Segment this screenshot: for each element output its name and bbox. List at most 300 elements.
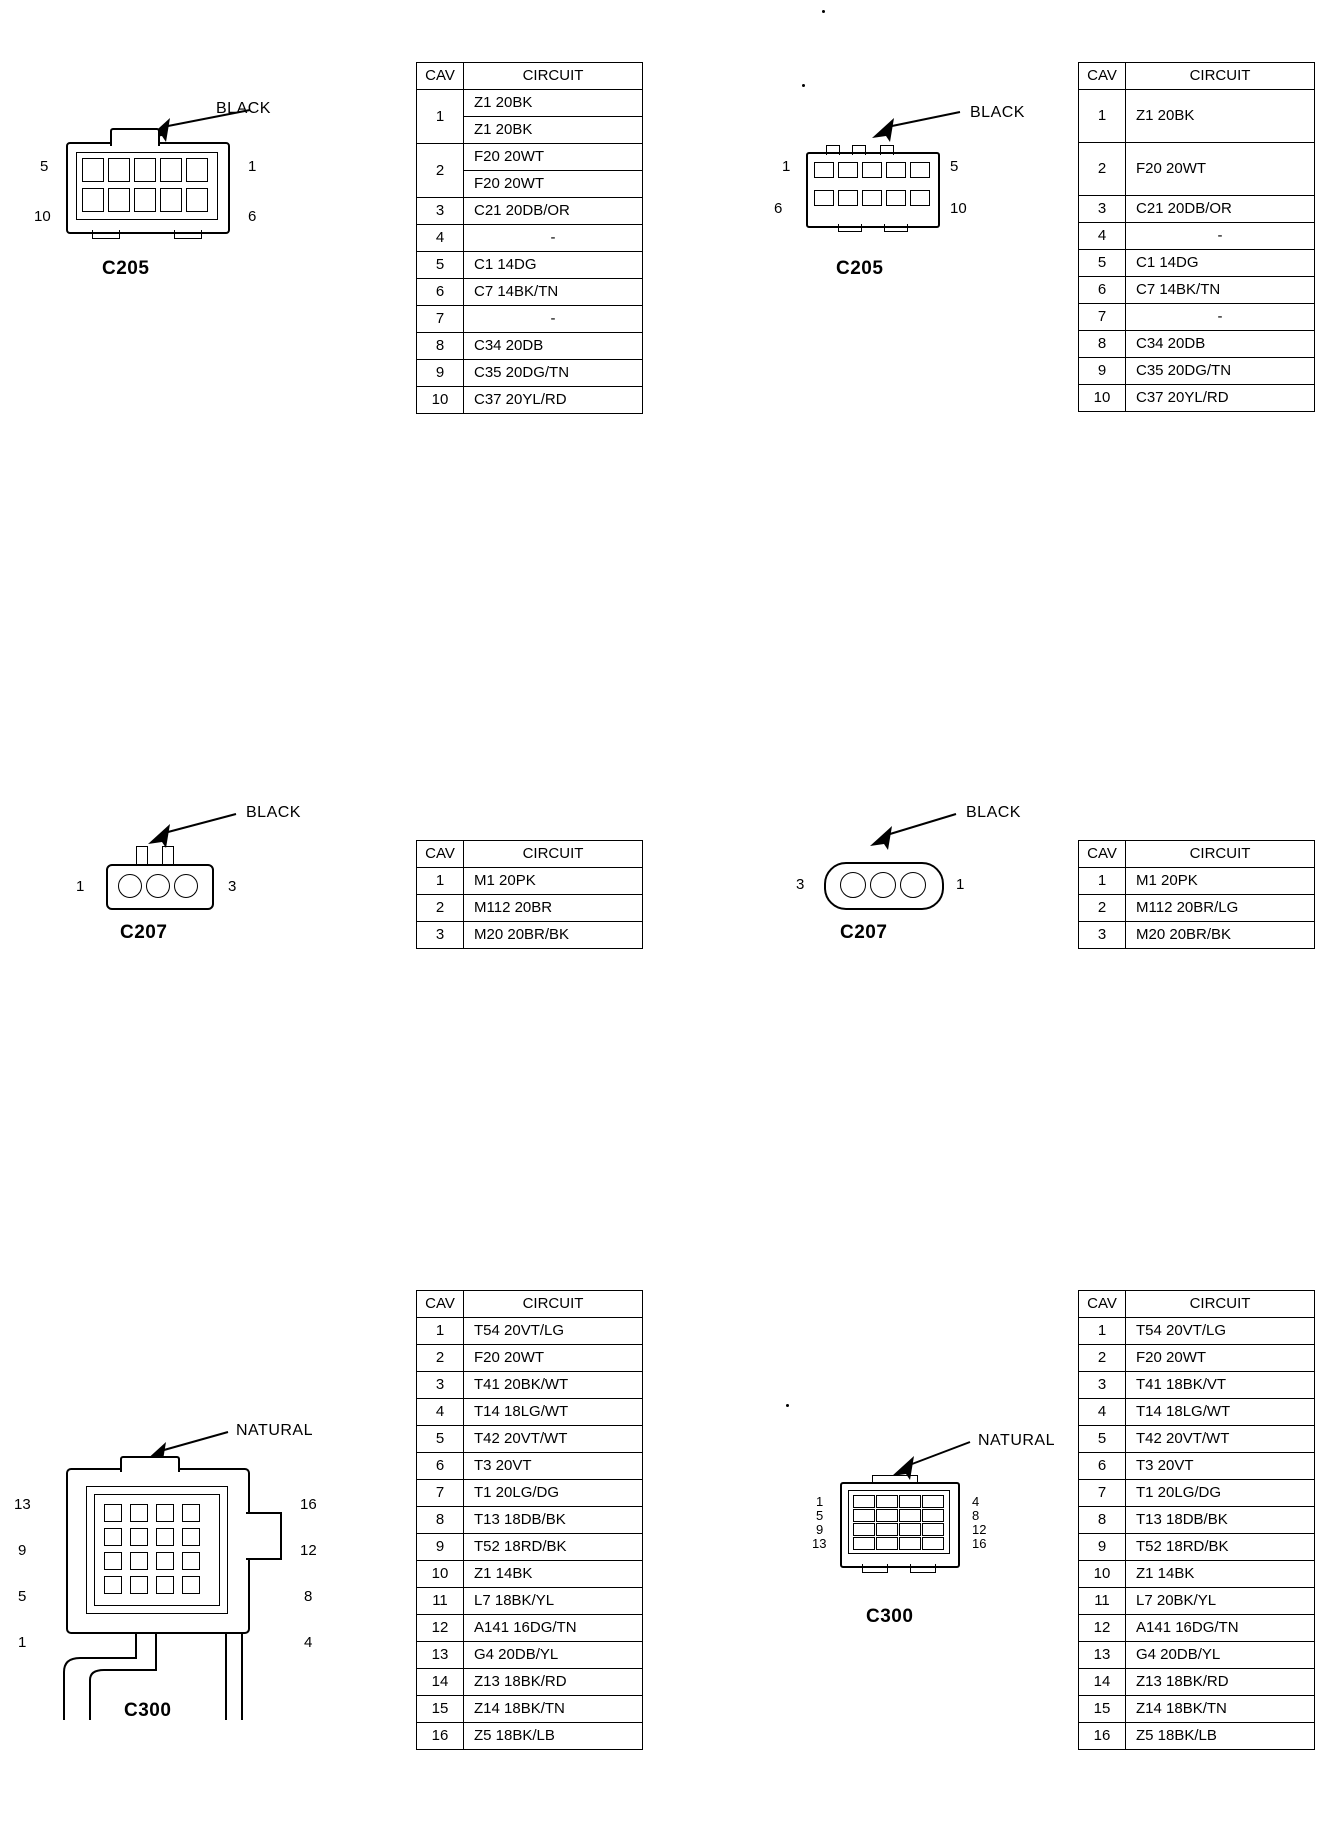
- table-row: [1079, 1561, 1315, 1588]
- cavity-2: [870, 872, 896, 898]
- pin-number-10: 10: [34, 208, 51, 225]
- cavity-6: [876, 1509, 898, 1522]
- cav-circuit-table: [1078, 62, 1315, 412]
- cavity-3: [174, 874, 198, 898]
- table-row: [1079, 385, 1315, 412]
- circuit-cell: M1 20PK: [464, 868, 643, 895]
- circuit-cell: -: [1126, 223, 1315, 250]
- connector-latch-tab: [872, 1475, 918, 1484]
- table-header-row: [417, 63, 643, 90]
- table-header-row: [1079, 63, 1315, 90]
- cav-cell: 2: [417, 895, 464, 922]
- cav-cell: 16: [1079, 1723, 1126, 1750]
- table-row: [417, 1696, 643, 1723]
- column-header-cav: CAV: [417, 63, 464, 90]
- cav-cell: 1: [1079, 1318, 1126, 1345]
- cavity-10: [130, 1528, 148, 1546]
- circuit-cell: Z14 18BK/TN: [1126, 1696, 1315, 1723]
- cav-cell: 5: [1079, 250, 1126, 277]
- cav-cell: 7: [417, 306, 464, 333]
- circuit-cell: C34 20DB: [464, 333, 643, 360]
- connector-latch-tab: [110, 128, 160, 146]
- cavity-2: [130, 1576, 148, 1594]
- cavity-5: [910, 162, 930, 178]
- pin-number-10: 10: [950, 200, 967, 217]
- circuit-cell: L7 18BK/YL: [464, 1588, 643, 1615]
- pinout-table-c207-left: [416, 840, 643, 949]
- table-row: [1079, 196, 1315, 223]
- cavity-3: [862, 162, 882, 178]
- pin-number-6: 6: [248, 208, 257, 225]
- circuit-cell: T3 20VT: [1126, 1453, 1315, 1480]
- cavity-14: [130, 1504, 148, 1522]
- pin-number-16: 16: [972, 1536, 987, 1551]
- connector-figure-c300-left: [0, 1400, 360, 1740]
- pin-number-16: 16: [300, 1496, 317, 1513]
- cavity-1: [186, 158, 208, 182]
- cav-cell: 1: [1079, 868, 1126, 895]
- circuit-cell: Z1 20BK: [464, 90, 643, 117]
- table-row: [1079, 1426, 1315, 1453]
- circuit-cell: T14 18LG/WT: [1126, 1399, 1315, 1426]
- circuit-cell: F20 20WT: [1126, 143, 1315, 196]
- cav-cell: 5: [417, 1426, 464, 1453]
- cavity-6: [130, 1552, 148, 1570]
- table-row: [1079, 868, 1315, 895]
- table-row: [417, 1507, 643, 1534]
- pin-number-1: 1: [76, 878, 85, 895]
- circuit-cell: -: [464, 306, 643, 333]
- cav-cell: 8: [417, 1507, 464, 1534]
- circuit-cell: Z14 18BK/TN: [464, 1696, 643, 1723]
- table-row: [1079, 1507, 1315, 1534]
- cavity-16: [182, 1504, 200, 1522]
- connector-key-tab-2: [852, 145, 866, 155]
- cav-cell: 6: [417, 1453, 464, 1480]
- connector-foot-left: [92, 230, 120, 239]
- pinout-table-c207-right: [1078, 840, 1315, 949]
- cav-cell: 9: [417, 360, 464, 387]
- table-row: [417, 1318, 643, 1345]
- cavity-3: [156, 1576, 174, 1594]
- cav-cell: 12: [1079, 1615, 1126, 1642]
- table-row: [1079, 1642, 1315, 1669]
- circuit-cell: M112 20BR: [464, 895, 643, 922]
- connector-key-tab-1: [826, 145, 840, 155]
- connector-post-2: [162, 846, 174, 865]
- cav-cell: 1: [417, 90, 464, 144]
- pin-number-4: 4: [304, 1634, 313, 1651]
- cavity-2: [876, 1495, 898, 1508]
- connector-foot-left: [862, 1564, 888, 1573]
- connector-foot-left: [838, 224, 862, 232]
- cav-cell: 2: [417, 1345, 464, 1372]
- circuit-cell: Z13 18BK/RD: [1126, 1669, 1315, 1696]
- cav-cell: 3: [1079, 1372, 1126, 1399]
- table-row: [417, 387, 643, 414]
- circuit-cell: C34 20DB: [1126, 331, 1315, 358]
- table-header-row: [417, 841, 643, 868]
- cavity-4: [182, 1576, 200, 1594]
- cav-circuit-table: [416, 62, 643, 414]
- cav-cell: 3: [417, 198, 464, 225]
- cav-cell: 9: [1079, 1534, 1126, 1561]
- cav-cell: 5: [1079, 1426, 1126, 1453]
- cavity-15: [156, 1504, 174, 1522]
- table-row: [1079, 1399, 1315, 1426]
- table-row: [417, 1723, 643, 1750]
- table-row: [417, 333, 643, 360]
- cav-cell: 6: [1079, 277, 1126, 304]
- cavity-15: [899, 1537, 921, 1550]
- circuit-cell: C1 14DG: [464, 252, 643, 279]
- table-row: [417, 1372, 643, 1399]
- cav-cell: 13: [417, 1642, 464, 1669]
- column-header-circuit: CIRCUIT: [464, 63, 643, 90]
- circuit-cell: C21 20DB/OR: [1126, 196, 1315, 223]
- cavity-9: [853, 1523, 875, 1536]
- cavity-16: [922, 1537, 944, 1550]
- table-row: [1079, 143, 1315, 196]
- cavity-8: [862, 190, 882, 206]
- cavity-1: [814, 162, 834, 178]
- connector-name-c300-left: C300: [124, 1700, 172, 1721]
- table-row: [1079, 90, 1315, 143]
- table-row: [417, 1588, 643, 1615]
- connector-figure-c205-right: [760, 90, 1060, 320]
- circuit-cell: -: [1126, 304, 1315, 331]
- circuit-cell: M112 20BR/LG: [1126, 895, 1315, 922]
- cav-cell: 10: [1079, 1561, 1126, 1588]
- circuit-cell: T3 20VT: [464, 1453, 643, 1480]
- cav-cell: 1: [417, 868, 464, 895]
- cavity-1: [104, 1576, 122, 1594]
- pin-number-1: 1: [248, 158, 257, 175]
- table-row: [1079, 1453, 1315, 1480]
- cavity-4: [886, 162, 906, 178]
- circuit-cell: M1 20PK: [1126, 868, 1315, 895]
- table-row: [1079, 277, 1315, 304]
- cavity-4: [108, 158, 130, 182]
- circuit-cell: Z1 14BK: [464, 1561, 643, 1588]
- table-row: [1079, 304, 1315, 331]
- cav-cell: 4: [1079, 1399, 1126, 1426]
- circuit-cell: T1 20LG/DG: [464, 1480, 643, 1507]
- cavity-6: [186, 188, 208, 212]
- connector-figure-c207-left: [40, 800, 340, 980]
- table-row: [1079, 922, 1315, 949]
- cav-circuit-table: [416, 1290, 643, 1750]
- cavity-4: [922, 1495, 944, 1508]
- connector-name-c207-right: C207: [840, 922, 888, 943]
- table-row: [417, 1345, 643, 1372]
- pinout-table-c205-right: [1078, 62, 1315, 412]
- circuit-cell: T52 18RD/BK: [1126, 1534, 1315, 1561]
- cav-circuit-table: [1078, 1290, 1315, 1750]
- connector-name-c207-left: C207: [120, 922, 168, 943]
- column-header-cav: CAV: [1079, 1291, 1126, 1318]
- pin-number-5: 5: [816, 1508, 824, 1523]
- connector-color-label: BLACK: [970, 104, 1025, 121]
- column-header-circuit: CIRCUIT: [464, 1291, 643, 1318]
- cavity-11: [899, 1523, 921, 1536]
- circuit-cell: Z5 18BK/LB: [1126, 1723, 1315, 1750]
- table-row: [1079, 1345, 1315, 1372]
- table-row: [417, 922, 643, 949]
- table-row: [1079, 1588, 1315, 1615]
- cav-cell: 2: [1079, 143, 1126, 196]
- circuit-cell: Z1 14BK: [1126, 1561, 1315, 1588]
- black-pointer-arrow-c205-left: [40, 90, 340, 150]
- connector-color-label: NATURAL: [978, 1432, 1055, 1449]
- cav-cell: 3: [1079, 922, 1126, 949]
- circuit-cell: M20 20BR/BK: [464, 922, 643, 949]
- connector-name-c205-right: C205: [836, 258, 884, 279]
- cavity-8: [134, 188, 156, 212]
- table-row: [417, 1642, 643, 1669]
- table-row: [417, 1615, 643, 1642]
- circuit-cell: C37 20YL/RD: [1126, 385, 1315, 412]
- cav-cell: 4: [417, 225, 464, 252]
- scan-speck: [786, 1404, 789, 1407]
- cav-cell: 3: [417, 922, 464, 949]
- table-row: [417, 895, 643, 922]
- circuit-cell: M20 20BR/BK: [1126, 922, 1315, 949]
- cavity-10: [82, 188, 104, 212]
- cavity-3: [134, 158, 156, 182]
- table-row: [417, 279, 643, 306]
- circuit-cell: C35 20DG/TN: [464, 360, 643, 387]
- cav-cell: 3: [417, 1372, 464, 1399]
- cavity-5: [104, 1552, 122, 1570]
- connector-color-label: NATURAL: [236, 1422, 313, 1439]
- circuit-cell: G4 20DB/YL: [1126, 1642, 1315, 1669]
- circuit-cell: C21 20DB/OR: [464, 198, 643, 225]
- table-row: [417, 306, 643, 333]
- cav-cell: 6: [1079, 1453, 1126, 1480]
- table-row: [417, 360, 643, 387]
- table-row: [1079, 1318, 1315, 1345]
- cavity-10: [910, 190, 930, 206]
- cav-cell: 15: [1079, 1696, 1126, 1723]
- connector-name-c205-left: C205: [102, 258, 150, 279]
- table-row: [417, 1426, 643, 1453]
- cavity-8: [182, 1552, 200, 1570]
- circuit-cell: -: [464, 225, 643, 252]
- circuit-cell: T13 18DB/BK: [464, 1507, 643, 1534]
- cavity-1: [900, 872, 926, 898]
- table-row: [1079, 331, 1315, 358]
- circuit-cell: T42 20VT/WT: [1126, 1426, 1315, 1453]
- connector-foot-right: [910, 1564, 936, 1573]
- connector-color-label: BLACK: [216, 100, 271, 117]
- cavity-3: [840, 872, 866, 898]
- cav-cell: 9: [417, 1534, 464, 1561]
- cavity-5: [853, 1509, 875, 1522]
- cav-cell: 14: [417, 1669, 464, 1696]
- table-row: [417, 868, 643, 895]
- circuit-cell: Z1 20BK: [1126, 90, 1315, 143]
- cav-cell: 1: [417, 1318, 464, 1345]
- cavity-2: [146, 874, 170, 898]
- cav-cell: 5: [417, 252, 464, 279]
- circuit-cell: Z5 18BK/LB: [464, 1723, 643, 1750]
- connector-key-tab-3: [880, 145, 894, 155]
- pin-number-8: 8: [972, 1508, 980, 1523]
- circuit-cell: T52 18RD/BK: [464, 1534, 643, 1561]
- cav-cell: 15: [417, 1696, 464, 1723]
- circuit-cell: T54 20VT/LG: [1126, 1318, 1315, 1345]
- table-row: [417, 252, 643, 279]
- pin-number-12: 12: [300, 1542, 317, 1559]
- connector-figure-c205-left: [34, 90, 340, 320]
- table-row: [1079, 895, 1315, 922]
- circuit-cell: T13 18DB/BK: [1126, 1507, 1315, 1534]
- cavity-7: [899, 1509, 921, 1522]
- cav-cell: 10: [1079, 385, 1126, 412]
- pin-number-13: 13: [14, 1496, 31, 1513]
- cavity-12: [182, 1528, 200, 1546]
- circuit-cell: A141 16DG/TN: [1126, 1615, 1315, 1642]
- cav-cell: 13: [1079, 1642, 1126, 1669]
- cav-cell: 2: [1079, 895, 1126, 922]
- cavity-12: [922, 1523, 944, 1536]
- cav-cell: 4: [417, 1399, 464, 1426]
- table-row: [1079, 1615, 1315, 1642]
- connector-post-1: [136, 846, 148, 865]
- pin-number-3: 3: [228, 878, 237, 895]
- cavity-1: [118, 874, 142, 898]
- cav-cell: 8: [417, 333, 464, 360]
- connector-latch-tab: [120, 1456, 180, 1472]
- cavity-13: [104, 1504, 122, 1522]
- table-row: [417, 1480, 643, 1507]
- cav-circuit-table: [416, 840, 643, 949]
- circuit-cell: Z13 18BK/RD: [464, 1669, 643, 1696]
- table-row: [417, 1399, 643, 1426]
- cavity-9: [104, 1528, 122, 1546]
- column-header-circuit: CIRCUIT: [1126, 1291, 1315, 1318]
- pinout-table-c300-right: [1078, 1290, 1315, 1750]
- cav-cell: 12: [417, 1615, 464, 1642]
- column-header-cav: CAV: [417, 1291, 464, 1318]
- cavity-11: [156, 1528, 174, 1546]
- circuit-cell: T41 20BK/WT: [464, 1372, 643, 1399]
- table-row: [1079, 358, 1315, 385]
- cavity-10: [876, 1523, 898, 1536]
- circuit-cell: F20 20WT: [464, 1345, 643, 1372]
- pin-number-8: 8: [304, 1588, 313, 1605]
- cav-cell: 2: [417, 144, 464, 198]
- table-row: [417, 1534, 643, 1561]
- circuit-cell: F20 20WT: [1126, 1345, 1315, 1372]
- column-header-cav: CAV: [1079, 841, 1126, 868]
- table-header-row: [1079, 1291, 1315, 1318]
- cavity-7: [160, 188, 182, 212]
- cavity-2: [160, 158, 182, 182]
- pin-number-1: 1: [956, 876, 965, 893]
- pin-number-12: 12: [972, 1522, 987, 1537]
- cav-cell: 14: [1079, 1669, 1126, 1696]
- table-row: [1079, 1696, 1315, 1723]
- column-header-circuit: CIRCUIT: [464, 841, 643, 868]
- cav-cell: 11: [417, 1588, 464, 1615]
- connector-name-c300-right: C300: [866, 1606, 914, 1627]
- pin-number-4: 4: [972, 1494, 980, 1509]
- circuit-cell: C1 14DG: [1126, 250, 1315, 277]
- pinout-table-c300-left: [416, 1290, 643, 1750]
- cav-cell: 7: [1079, 304, 1126, 331]
- table-row: [417, 198, 643, 225]
- circuit-cell: Z1 20BK: [464, 117, 643, 144]
- cav-cell: 1: [1079, 90, 1126, 143]
- circuit-cell: L7 20BK/YL: [1126, 1588, 1315, 1615]
- cav-cell: 7: [1079, 1480, 1126, 1507]
- column-header-cav: CAV: [1079, 63, 1126, 90]
- table-row: [417, 1561, 643, 1588]
- table-row: [1079, 1669, 1315, 1696]
- cavity-7: [156, 1552, 174, 1570]
- cav-cell: 9: [1079, 358, 1126, 385]
- circuit-cell: C7 14BK/TN: [464, 279, 643, 306]
- column-header-circuit: CIRCUIT: [1126, 63, 1315, 90]
- pin-number-1: 1: [782, 158, 791, 175]
- cavity-2: [838, 162, 858, 178]
- pin-number-1: 1: [816, 1494, 824, 1509]
- table-header-row: [1079, 841, 1315, 868]
- cav-cell: 6: [417, 279, 464, 306]
- circuit-cell: T41 18BK/VT: [1126, 1372, 1315, 1399]
- cavity-1: [853, 1495, 875, 1508]
- cav-cell: 2: [1079, 1345, 1126, 1372]
- pin-number-1: 1: [18, 1634, 27, 1651]
- table-row: [1079, 1480, 1315, 1507]
- circuit-cell: C37 20YL/RD: [464, 387, 643, 414]
- cavity-8: [922, 1509, 944, 1522]
- column-header-circuit: CIRCUIT: [1126, 841, 1315, 868]
- column-header-cav: CAV: [417, 841, 464, 868]
- table-row: [1079, 1372, 1315, 1399]
- scan-speck: [802, 84, 805, 87]
- cav-cell: 11: [1079, 1588, 1126, 1615]
- natural-pointer-arrow-c300-right: [790, 1420, 1090, 1490]
- circuit-cell: A141 16DG/TN: [464, 1615, 643, 1642]
- pinout-table-c205-left: [416, 62, 643, 414]
- pin-number-13: 13: [812, 1536, 827, 1551]
- table-row: [417, 225, 643, 252]
- connector-figure-c300-right: [790, 1420, 1090, 1627]
- circuit-cell: F20 20WT: [464, 171, 643, 198]
- cavity-9: [108, 188, 130, 212]
- cav-cell: 10: [417, 1561, 464, 1588]
- cav-cell: 4: [1079, 223, 1126, 250]
- table-row: [1079, 250, 1315, 277]
- cavity-3: [899, 1495, 921, 1508]
- connector-figure-c207-right: [760, 800, 1060, 980]
- pin-number-5: 5: [950, 158, 959, 175]
- cavity-7: [838, 190, 858, 206]
- connector-color-label: BLACK: [246, 804, 301, 821]
- connector-side-tab: [246, 1512, 282, 1560]
- table-row: [1079, 223, 1315, 250]
- circuit-cell: T42 20VT/WT: [464, 1426, 643, 1453]
- pin-number-3: 3: [796, 876, 805, 893]
- circuit-cell: T1 20LG/DG: [1126, 1480, 1315, 1507]
- cav-cell: 8: [1079, 331, 1126, 358]
- cav-cell: 16: [417, 1723, 464, 1750]
- table-row: [417, 1669, 643, 1696]
- table-row: [417, 90, 643, 117]
